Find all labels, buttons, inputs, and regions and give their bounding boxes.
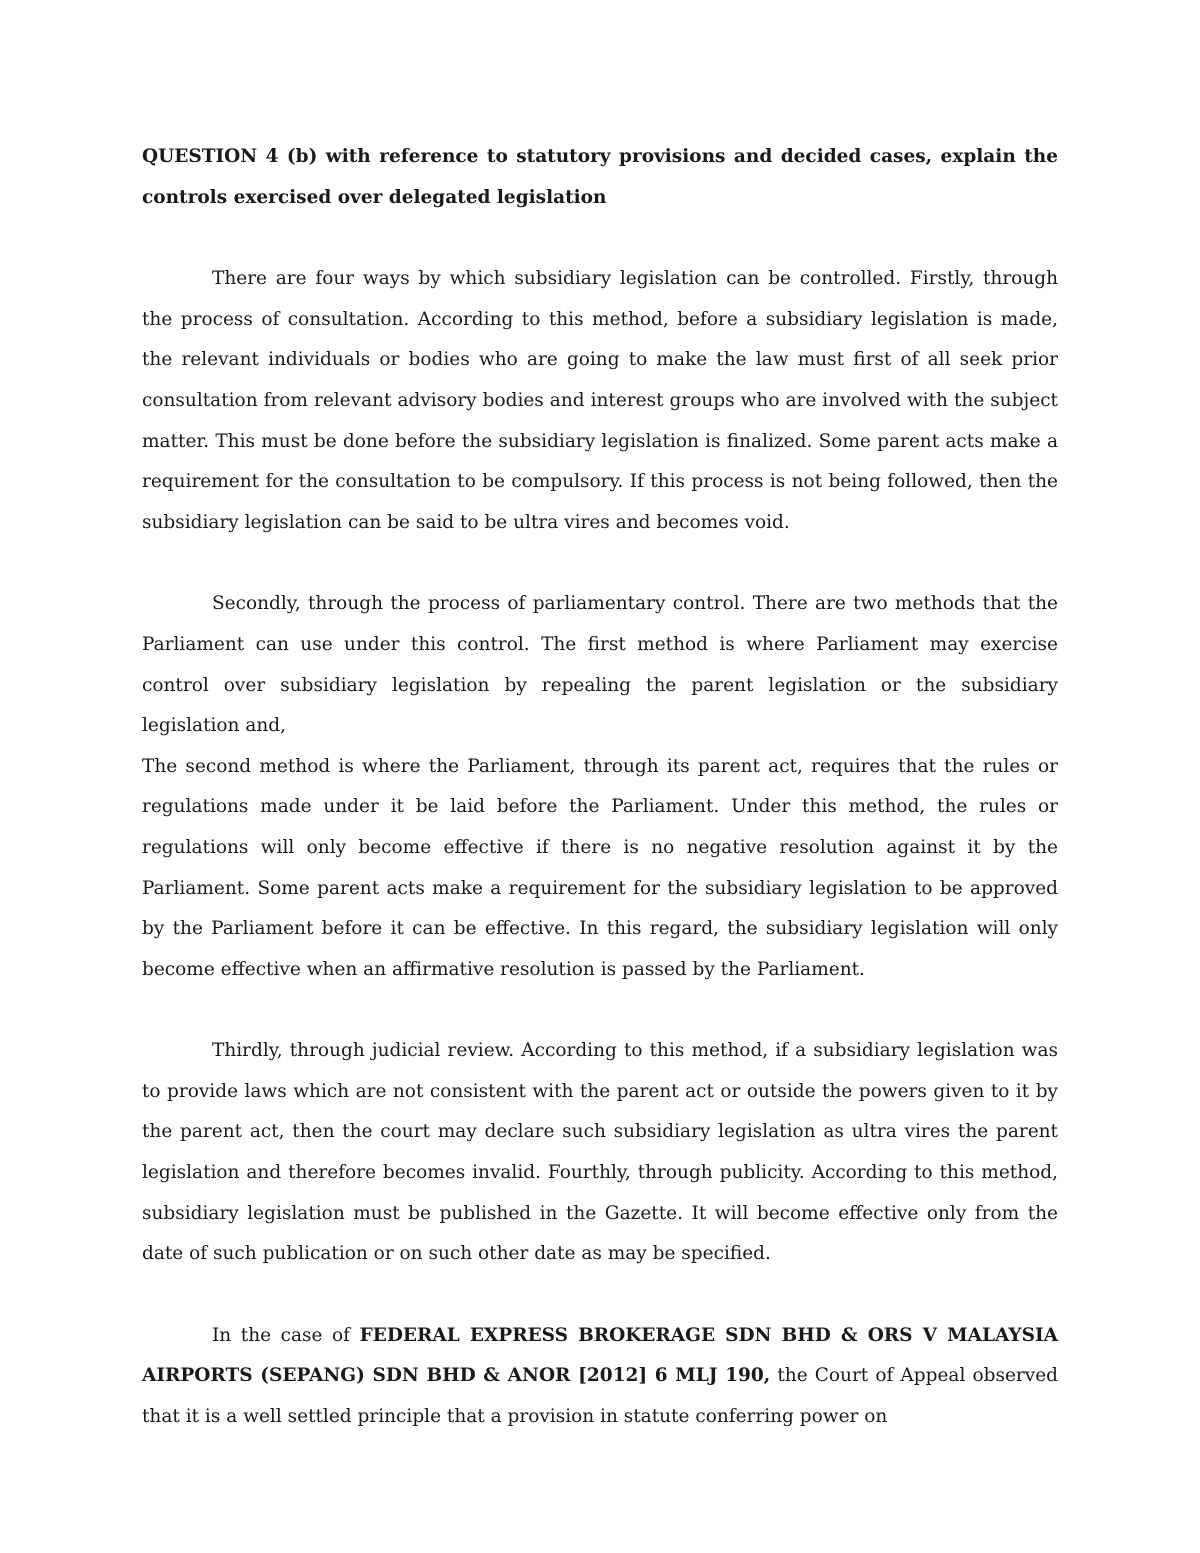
- case-observation-text: the Court of Appeal observed that it is a well settled principle that a provision in statute conferring power on: [142, 1365, 1058, 1428]
- paragraph-parliamentary-control: [142, 584, 1058, 746]
- paragraph-consultation: There are four ways by which subsidiary legislation can be controlled. Firstly, through the process of consultation. According to this method, before a subsidiary legislation is made, the relevant individuals or bodies who are going to make the law must first of all seek prior consultation from relevant advisory bodies and interest groups who are involved with the subject matter. This must be done before the subsidiary legislation is finalized. Some parent acts make a requirement for the consultation to be compulsory. If this process is not being followed, then the subsidiary legislation can be said to be ultra vires and becomes void.: [142, 268, 1058, 533]
- spacer: [142, 1275, 1058, 1316]
- case-intro-text: In the case of: [212, 1324, 360, 1346]
- paragraph-judicial-review: Thirdly, through judicial review. According to this method, if a subsidiary legislation was to provide laws which are not consistent with the parent act or outside the powers given to it by the parent act, then the court may declare such subsidiary legislation as ultra vires the parent legislation and therefore becomes invalid. Fourthly, through publicity. According to this method, subsidiary legislation must be published in the Gazette. It will become effective only from the date of such publication or on such other date as may be specified.: [142, 1040, 1058, 1265]
- paragraph-parliamentary-control-part1: Secondly, through the process of parliamentary control. There are two methods that the Parliament can use under this control. The first method is where Parliament may exercise control over subsidiary legislation by repealing the parent legislation or the subsidiary legislation and,: [142, 593, 1058, 737]
- paragraph-case-reference: [142, 1316, 1058, 1438]
- paragraph-parliamentary-control-continued: The second method is where the Parliament, through its parent act, requires that the rules or regulations made under it be laid before the Parliament. Under this method, the rules or regulations will only become effective if there is no negative resolution against it by the Parliament. Some parent acts make a requirement for the subsidiary legislation to be approved by the Parliament before it can be effective. In this regard, the subsidiary legislation will only become effective when an affirmative resolution is passed by the Parliament.: [142, 755, 1058, 980]
- question-heading: QUESTION 4 (b) with reference to statutory provisions and decided cases, explain the controls exercised over delegated legislation: [142, 146, 1058, 208]
- spacer: [142, 218, 1058, 259]
- spacer: [142, 990, 1058, 1031]
- spacer: [142, 543, 1058, 584]
- document-body: [142, 137, 1058, 1438]
- case-citation: FEDERAL EXPRESS BROKERAGE SDN BHD & ORS V MALAYSIA AIRPORTS (SEPANG) SDN BHD & ANOR [2012] 6 MLJ 190,: [142, 1324, 1058, 1387]
